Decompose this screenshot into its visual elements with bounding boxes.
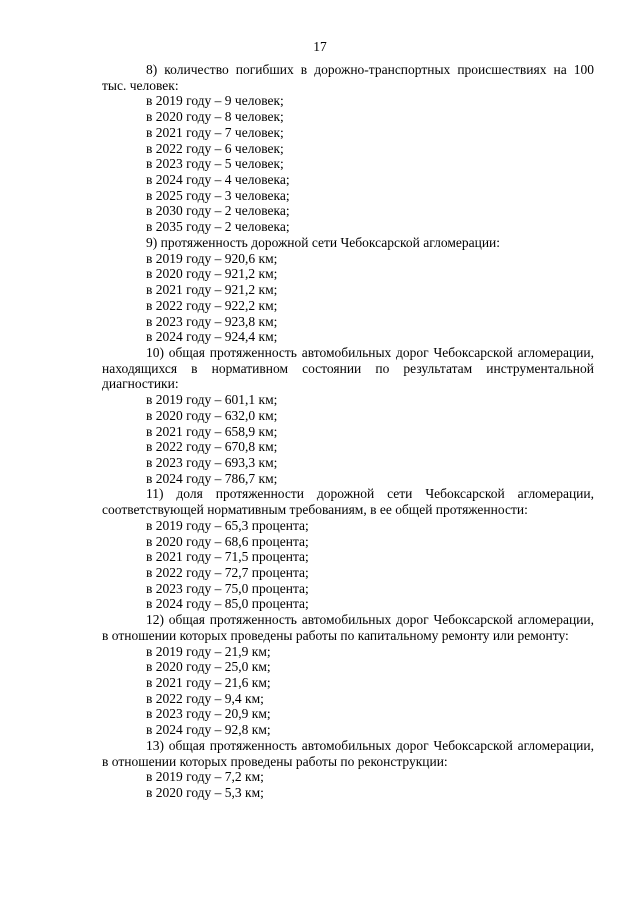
list-item: в 2023 году – 923,8 км; (146, 313, 278, 329)
page-number: 17 (313, 39, 327, 54)
list-item: в 2022 году – 922,2 км; (146, 297, 278, 313)
list-item: в 2022 году – 670,8 км; (146, 439, 278, 455)
list-item: в 2020 году – 632,0 км; (146, 407, 278, 423)
section-heading: 8) количество погибших в дорожно-транспортных происшествиях на 100 тыс. человек: (102, 62, 594, 93)
list-item: в 2024 году – 786,7 км; (146, 470, 278, 486)
list-item: в 2021 году – 7 человек; (146, 124, 284, 140)
section-heading: 10) общая протяженность автомобильных дорог Чебоксарской агломерации, находящихся в нормативном состоянии по результатам инструментальной диагностики: (102, 344, 594, 392)
list-item: в 2024 году – 85,0 процента; (146, 596, 309, 612)
section-9 (102, 235, 594, 345)
list-item: в 2023 году – 75,0 процента; (146, 580, 309, 596)
list-item: в 2022 году – 9,4 км; (146, 690, 264, 706)
list-item: в 2021 году – 921,2 км; (146, 282, 278, 298)
list-item: в 2024 году – 924,4 км; (146, 329, 278, 345)
list-item: в 2021 году – 658,9 км; (146, 423, 278, 439)
section-12 (102, 612, 594, 738)
section-13 (102, 738, 594, 801)
list-item: в 2024 году – 92,8 км; (146, 722, 271, 738)
list-item: в 2020 году – 68,6 процента; (146, 533, 309, 549)
list-item: в 2020 году – 8 человек; (146, 109, 284, 125)
section-heading: 13) общая протяженность автомобильных дорог Чебоксарской агломерации, в отношении которых проведены работы по реконструкции: (102, 737, 594, 769)
section-8 (102, 62, 594, 235)
list-item: в 2023 году – 5 человек; (146, 156, 284, 172)
list-item: в 2019 году – 7,2 км; (146, 769, 264, 785)
section-10 (102, 345, 594, 486)
list-item: в 2019 году – 65,3 процента; (146, 517, 309, 533)
document-body (102, 62, 594, 801)
list-item: в 2019 году – 9 человек; (146, 93, 284, 109)
list-item: в 2023 году – 20,9 км; (146, 706, 271, 722)
section-heading: 11) доля протяженности дорожной сети Чебоксарской агломерации, соответствующей нормативным требованиям, в ее общей протяженности: (102, 486, 594, 518)
list-item: в 2019 году – 21,9 км; (146, 643, 271, 659)
list-item: в 2023 году – 693,3 км; (146, 454, 278, 470)
section-heading: 9) протяженность дорожной сети Чебоксарской агломерации: (146, 234, 501, 250)
list-item: в 2020 году – 5,3 км; (146, 785, 264, 801)
list-item: в 2020 году – 25,0 км; (146, 659, 271, 675)
list-item: в 2021 году – 21,6 км; (146, 675, 271, 691)
list-item: в 2024 году – 4 человека; (146, 172, 290, 188)
list-item: в 2035 году – 2 человека; (146, 219, 290, 235)
list-item: в 2019 году – 920,6 км; (146, 250, 278, 266)
list-item: в 2020 году – 921,2 км; (146, 266, 278, 282)
section-11 (102, 486, 594, 612)
list-item: в 2025 году – 3 человека; (146, 187, 290, 203)
list-item: в 2030 году – 2 человека; (146, 203, 290, 219)
list-item: в 2021 году – 71,5 процента; (146, 549, 309, 565)
section-heading: 12) общая протяженность автомобильных дорог Чебоксарской агломерации, в отношении которых проведены работы по капитальному ремонту или ремонту: (102, 612, 594, 643)
list-item: в 2019 году – 601,1 км; (146, 392, 278, 408)
list-item: в 2022 году – 72,7 процента; (146, 565, 309, 580)
list-item: в 2022 году – 6 человек; (146, 140, 284, 156)
